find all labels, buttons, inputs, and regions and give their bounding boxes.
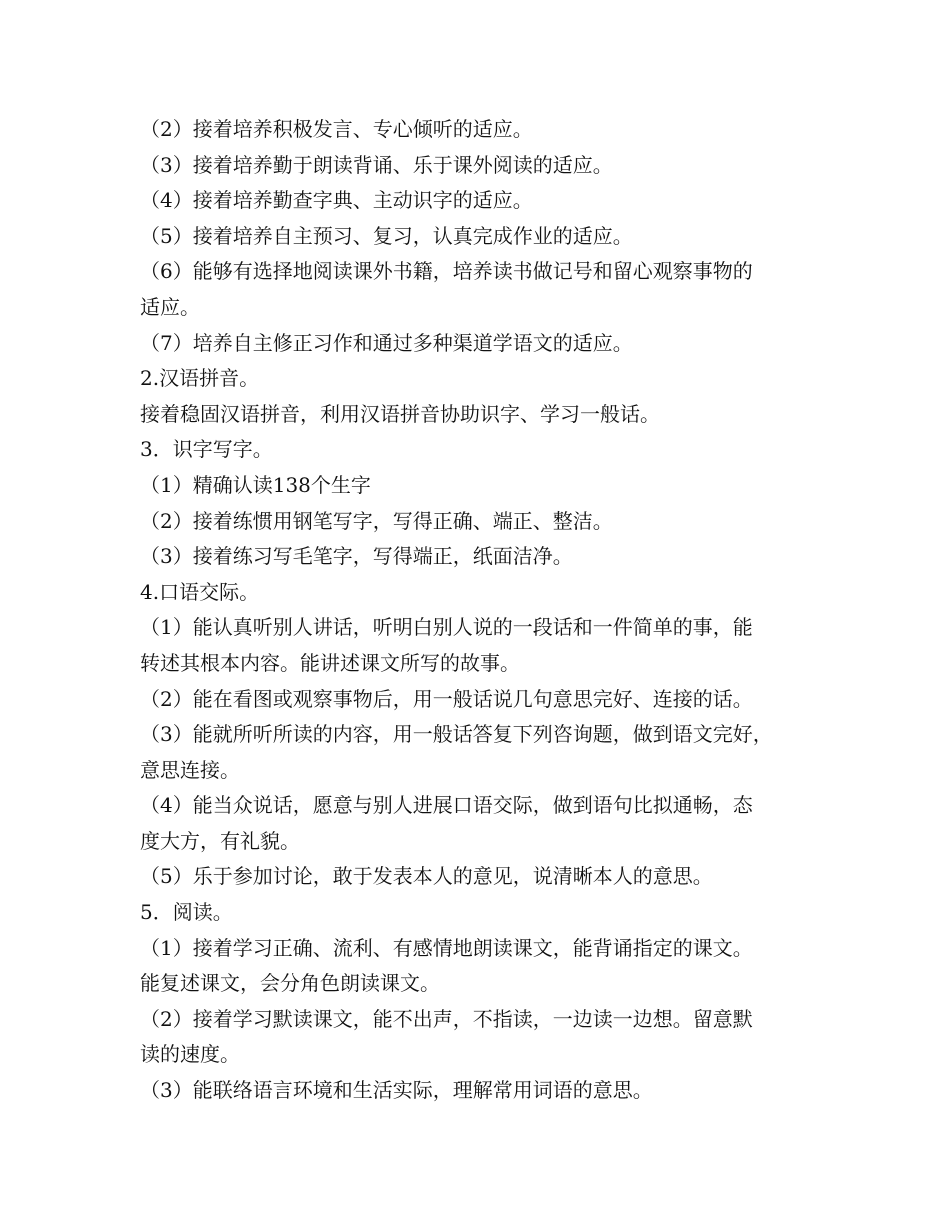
text-line: （2）接着学习默读课文，能不出声，不指读，一边读一边想。留意默 <box>140 1006 753 1031</box>
text-line: （1）能认真听别人讲话，听明白别人说的一段话和一件简单的事，能 <box>140 615 753 640</box>
text-line: 转述其根本内容。能讲述课文所写的故事。 <box>140 650 520 675</box>
text-line: （6）能够有选择地阅读课外书籍，培养读书做记号和留心观察事物的 <box>140 259 753 284</box>
text-line: 度大方，有礼貌。 <box>140 828 300 853</box>
section-heading: 3．识字写字。 <box>140 437 273 462</box>
section-heading: 2.汉语拼音。 <box>140 366 260 391</box>
text-line: 接着稳固汉语拼音，利用汉语拼音协助识字、学习一般话。 <box>140 401 660 426</box>
text-line: （3）接着练习写毛笔字，写得端正，纸面洁净。 <box>140 544 573 569</box>
text-line: 适应。 <box>140 294 200 319</box>
section-heading: 4.口语交际。 <box>140 579 260 604</box>
text-line: （3）能就所听所读的内容，用一般话答复下列咨询题，做到语文完好， <box>140 722 773 747</box>
section-heading: 5．阅读。 <box>140 900 233 925</box>
text-line: （2）接着练惯用钢笔写字，写得正确、端正、整洁。 <box>140 508 613 533</box>
text-line: 能复述课文，会分角色朗读课文。 <box>140 971 440 996</box>
text-line: 意思连接。 <box>140 757 240 782</box>
text-line: （5）乐于参加讨论，敢于发表本人的意见，说清晰本人的意思。 <box>140 864 713 889</box>
text-line: （1）接着学习正确、流利、有感情地朗读课文，能背诵指定的课文。 <box>140 935 753 960</box>
text-line: （4）能当众说话，愿意与别人进展口语交际，做到语句比拟通畅，态 <box>140 793 753 818</box>
text-line: 读的速度。 <box>140 1042 240 1067</box>
text-line: （5）接着培养自主预习、复习，认真完成作业的适应。 <box>140 223 633 248</box>
text-line: （1）精确认读138个生字 <box>140 472 371 497</box>
text-line: （4）接着培养勤查字典、主动识字的适应。 <box>140 188 533 213</box>
text-line: （3）能联络语言环境和生活实际，理解常用词语的意思。 <box>140 1078 653 1103</box>
text-line: （2）能在看图或观察事物后，用一般话说几句意思完好、连接的话。 <box>140 686 753 711</box>
document-body <box>140 112 830 1109</box>
text-line: （2）接着培养积极发言、专心倾听的适应。 <box>140 117 533 141</box>
text-line: （3）接着培养勤于朗读背诵、乐于课外阅读的适应。 <box>140 152 613 177</box>
text-line: （7）培养自主修正习作和通过多种渠道学语文的适应。 <box>140 330 633 355</box>
